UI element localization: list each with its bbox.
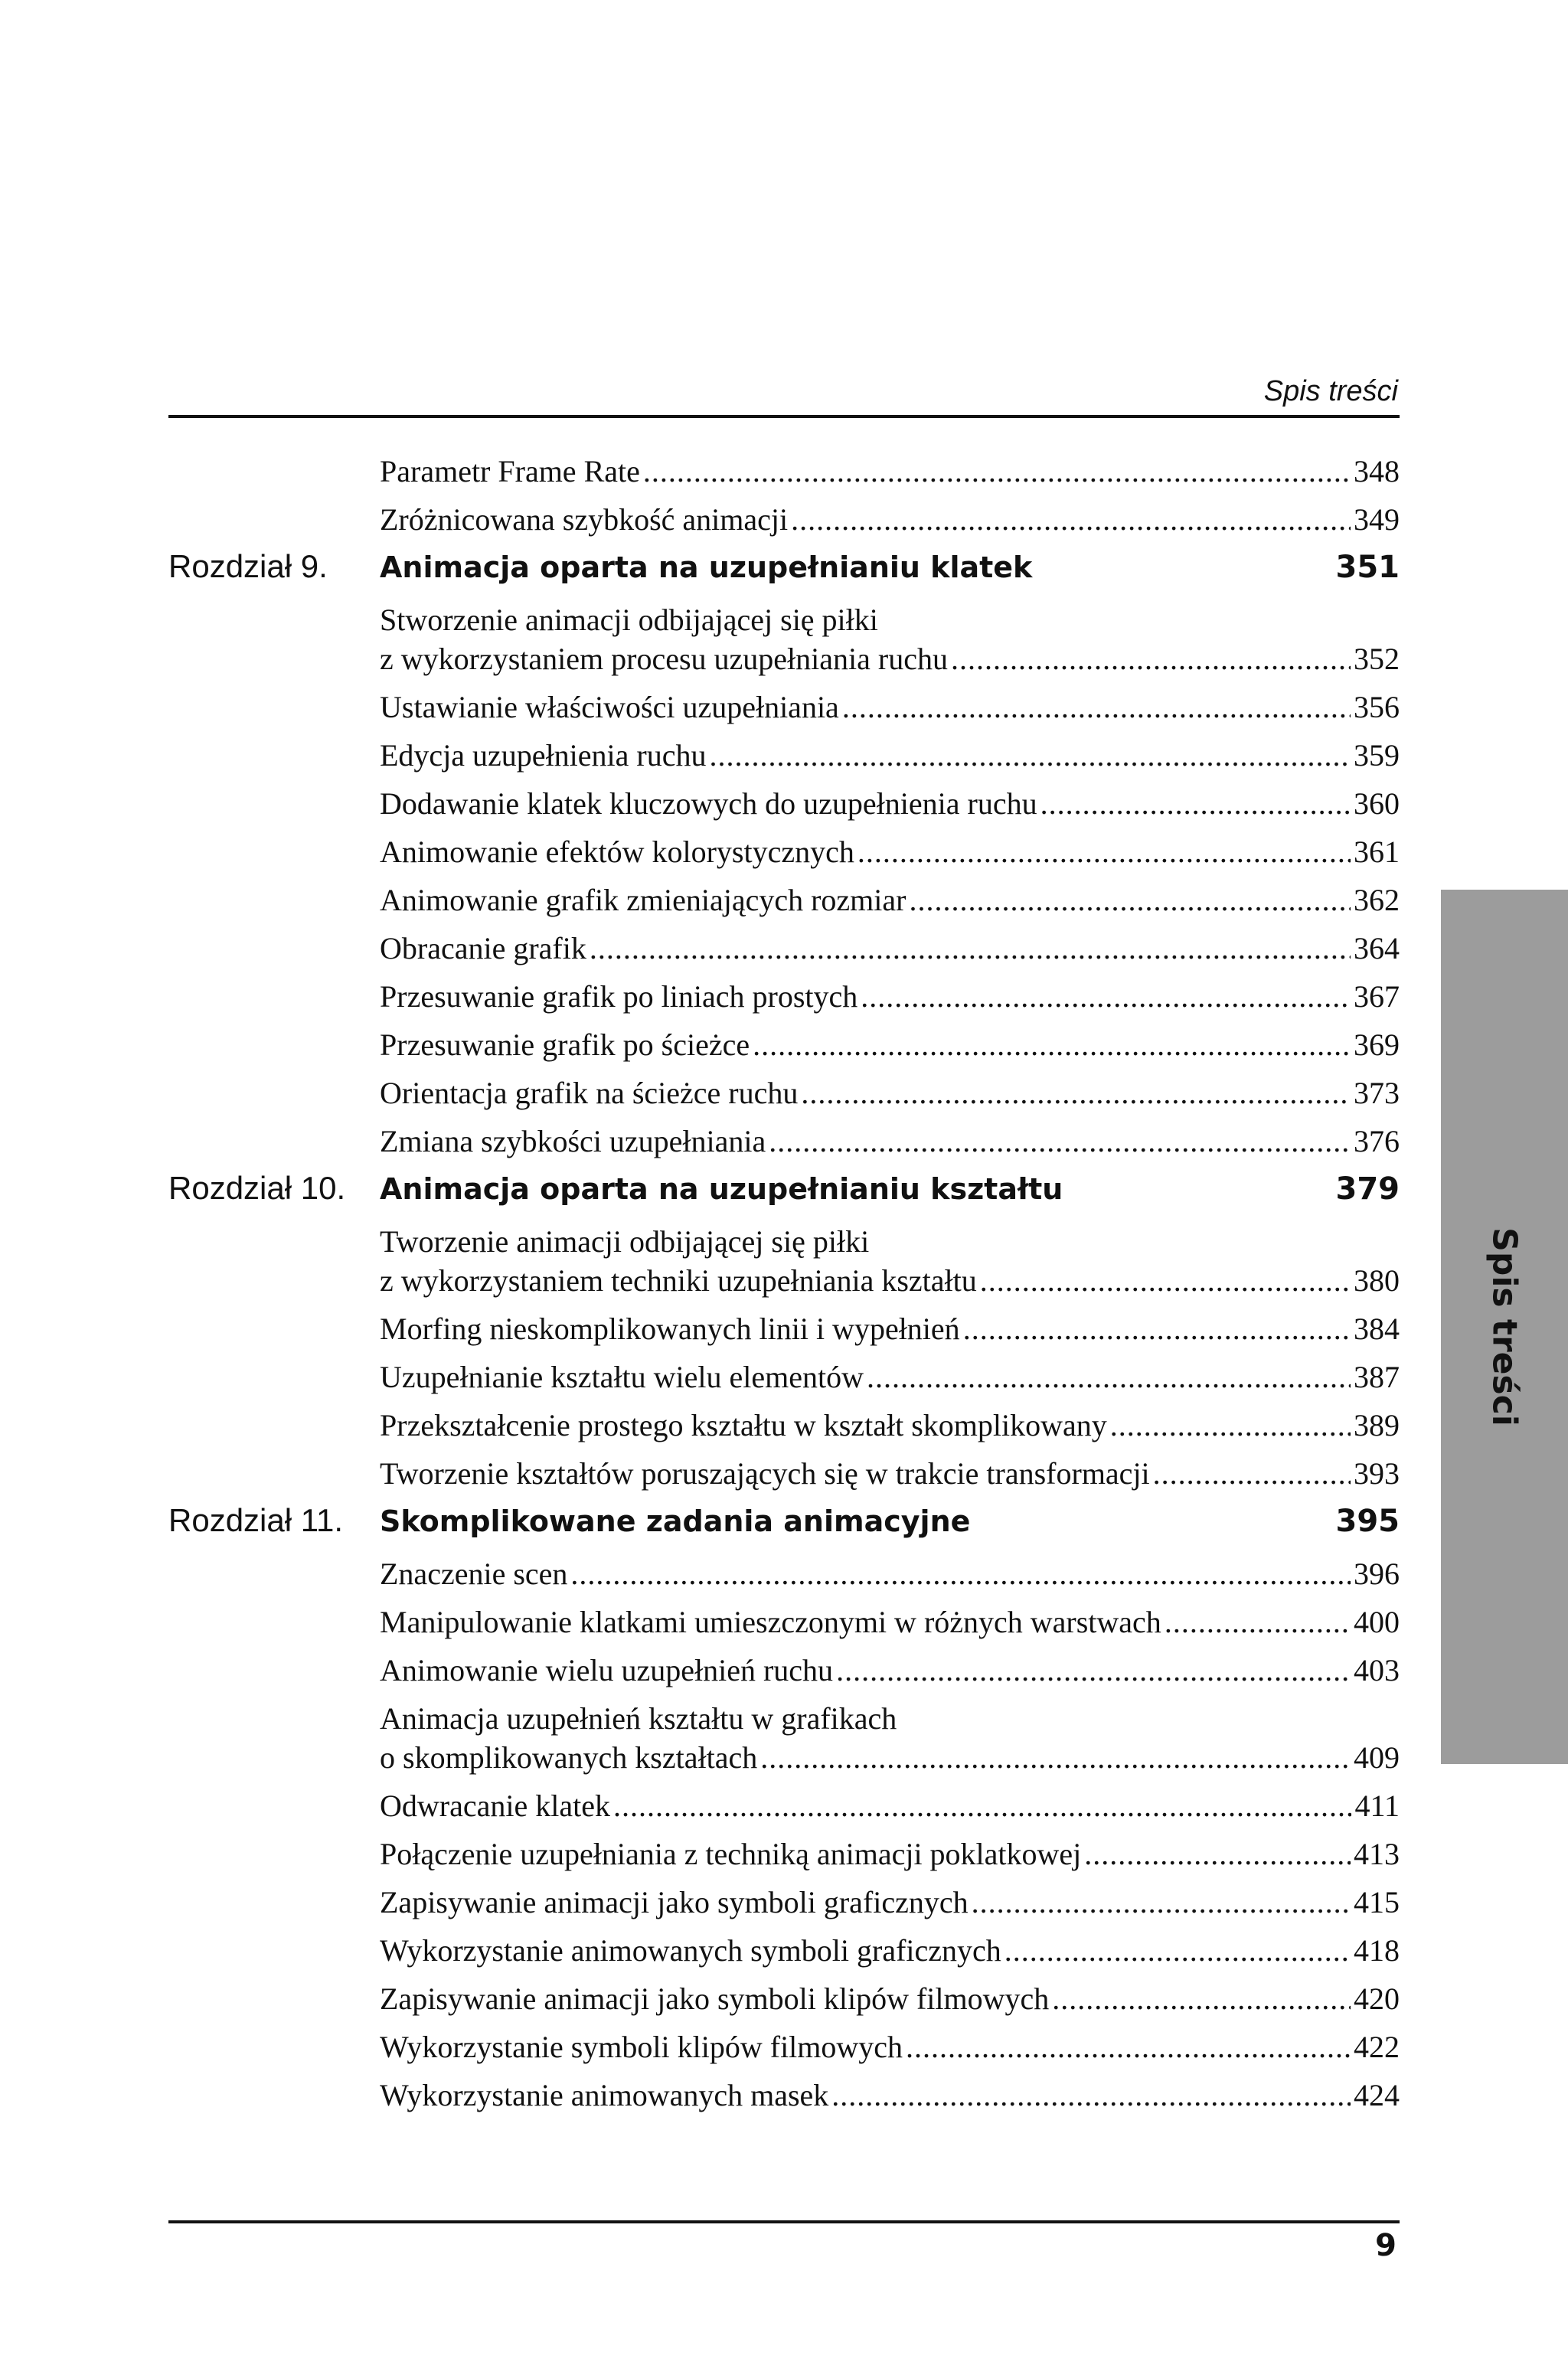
toc-entry-title: Zapisywanie animacji jako symboli graficznych <box>380 1885 969 1919</box>
side-thumb-tab <box>1441 890 1568 1764</box>
toc-entry <box>380 1834 1400 1874</box>
toc-entry-page: 409 <box>1354 1740 1400 1775</box>
toc-entry-page: 380 <box>1354 1263 1400 1298</box>
dot-leader <box>1110 1406 1351 1445</box>
toc-entry-title: Parametr Frame Rate <box>380 454 640 488</box>
toc-entry-page: 356 <box>1354 690 1400 724</box>
chapter-title: Animacja oparta na uzupełnianiu klatek <box>380 550 1033 584</box>
toc-entry-title: Tworzenie kształtów poruszających się w trakcie transformacji <box>380 1456 1150 1491</box>
chapter-page: 351 <box>1335 550 1400 585</box>
toc-entry-title: Animowanie wielu uzupełnień ruchu <box>380 1653 834 1687</box>
toc-entry <box>380 1786 1400 1825</box>
toc-entry <box>380 784 1400 823</box>
toc-entry-title: Ustawianie właściwości uzupełniania <box>380 690 839 724</box>
toc-entry <box>380 1883 1400 1922</box>
toc-entry-title: Dodawanie klatek kluczowych do uzupełnienia ruchu <box>380 786 1037 821</box>
toc-entry <box>380 880 1400 920</box>
toc-entry <box>380 1554 1400 1593</box>
toc-entry <box>380 929 1400 968</box>
dot-leader <box>963 1309 1351 1348</box>
toc-entry-page: 364 <box>1354 931 1400 965</box>
dot-leader <box>1004 1931 1351 1970</box>
toc-entry-title: Znaczenie scen <box>380 1557 568 1591</box>
toc-entry-title: Edycja uzupełnienia ruchu <box>380 738 707 773</box>
dot-leader <box>980 1261 1351 1300</box>
chapter-label: Rozdział 11. <box>168 1502 344 1538</box>
dot-leader <box>1040 784 1351 823</box>
dot-leader <box>643 452 1351 491</box>
toc-entry-page: 373 <box>1354 1076 1400 1110</box>
toc-entry-title: Zmiana szybkości uzupełniania <box>380 1124 766 1158</box>
dot-leader <box>951 639 1351 678</box>
toc-entry-page: 349 <box>1354 502 1400 537</box>
running-header: Spis treści <box>1263 375 1398 407</box>
toc-entry-page: 415 <box>1354 1885 1400 1919</box>
toc-entry <box>380 452 1400 491</box>
toc-entry-title: Odwracanie klatek <box>380 1789 610 1823</box>
dot-leader <box>1153 1454 1351 1493</box>
toc-entry-page: 413 <box>1354 1837 1400 1871</box>
toc-entry-page: 348 <box>1354 454 1400 488</box>
toc-entry-title: Wykorzystanie symboli klipów filmowych <box>380 2030 903 2064</box>
dot-leader <box>1052 1979 1351 2018</box>
dot-leader <box>613 1786 1352 1825</box>
chapter-label: Rozdział 9. <box>168 548 328 584</box>
side-tab-label: Spis treści <box>1485 1227 1524 1426</box>
chapter-heading <box>168 1502 1400 1553</box>
toc-entry-page: 387 <box>1354 1360 1400 1394</box>
toc-entry <box>380 1122 1400 1161</box>
toc-entry <box>380 1931 1400 1970</box>
toc-entry <box>380 1699 1400 1777</box>
toc-entry-page: 424 <box>1354 2078 1400 2112</box>
toc-entry-title: Manipulowanie klatkami umieszczonymi w różnych warstwach <box>380 1605 1161 1639</box>
dot-leader <box>769 1122 1351 1161</box>
header-rule <box>168 415 1400 418</box>
dot-leader <box>590 929 1351 968</box>
toc-entry-title: Przesuwanie grafik po ścieżce <box>380 1027 750 1062</box>
toc-entry-title: z wykorzystaniem procesu uzupełniania ruchu <box>380 642 948 676</box>
dot-leader <box>858 832 1351 871</box>
toc-entry <box>380 1025 1400 1064</box>
toc-entry <box>380 1222 1400 1300</box>
toc-entry-title: o skomplikowanych kształtach <box>380 1740 758 1775</box>
toc-entry-title: Zapisywanie animacji jako symboli klipów filmowych <box>380 1981 1050 2016</box>
dot-leader <box>867 1357 1351 1397</box>
toc-entry-page: 422 <box>1354 2030 1400 2064</box>
toc-entry <box>380 688 1400 727</box>
dot-leader <box>906 2027 1351 2066</box>
toc-entry-title: Wykorzystanie animowanych symboli graficznych <box>380 1933 1001 1968</box>
toc-entry <box>380 2076 1400 2115</box>
toc-entry-page: 403 <box>1354 1653 1400 1687</box>
toc-entry-page: 400 <box>1354 1605 1400 1639</box>
toc-entry <box>380 500 1400 539</box>
toc-entry-title: Przesuwanie grafik po liniach prostych <box>380 979 858 1014</box>
toc-entry-page: 393 <box>1354 1456 1400 1491</box>
dot-leader <box>831 2076 1351 2115</box>
toc-entry <box>380 1309 1400 1348</box>
dot-leader <box>972 1883 1351 1922</box>
toc-entry-title: Morfing nieskomplikowanych linii i wypełnień <box>380 1312 960 1346</box>
toc-entry-title: Obracanie grafik <box>380 931 586 965</box>
toc-entry-page: 411 <box>1354 1789 1400 1823</box>
toc-entry-title: Animowanie efektów kolorystycznych <box>380 835 854 869</box>
toc-entry-title: z wykorzystaniem techniki uzupełniania kształtu <box>380 1263 977 1298</box>
toc-entry-page: 396 <box>1354 1557 1400 1591</box>
toc-entry <box>380 736 1400 775</box>
toc-entry-page: 389 <box>1354 1408 1400 1442</box>
toc-entry-title: Przekształcenie prostego kształtu w kształt skomplikowany <box>380 1408 1107 1442</box>
page-number: 9 <box>1375 2228 1396 2263</box>
dot-leader <box>909 880 1351 920</box>
toc-entry-title: Animowanie grafik zmieniających rozmiar <box>380 883 906 917</box>
chapter-label: Rozdział 10. <box>168 1170 346 1206</box>
dot-leader <box>709 736 1351 775</box>
toc-entry-title: Połączenie uzupełniania z techniką animacji poklatkowej <box>380 1837 1082 1871</box>
toc-entry-page: 418 <box>1354 1933 1400 1968</box>
chapter-page: 379 <box>1335 1171 1400 1207</box>
dot-leader <box>861 977 1351 1016</box>
toc-entry-page: 361 <box>1354 835 1400 869</box>
toc-entry <box>380 1406 1400 1445</box>
toc-entry <box>380 2027 1400 2066</box>
toc-entry-page: 376 <box>1354 1124 1400 1158</box>
toc-entry-first-line: Tworzenie animacji odbijającej się piłki <box>380 1224 870 1259</box>
toc-entry <box>380 1651 1400 1690</box>
dot-leader <box>836 1651 1351 1690</box>
toc-entry-page: 420 <box>1354 1981 1400 2016</box>
toc-entry-first-line: Animacja uzupełnień kształtu w grafikach <box>380 1701 897 1736</box>
chapter-heading <box>168 1170 1400 1220</box>
footer-rule <box>168 2220 1400 2223</box>
toc-entry <box>380 1357 1400 1397</box>
table-of-contents <box>168 452 1400 2124</box>
toc-entry-page: 360 <box>1354 786 1400 821</box>
toc-entry-page: 369 <box>1354 1027 1400 1062</box>
dot-leader <box>1084 1834 1351 1874</box>
toc-entry-title: Orientacja grafik na ścieżce ruchu <box>380 1076 799 1110</box>
toc-entry <box>380 1602 1400 1642</box>
dot-leader <box>791 500 1351 539</box>
toc-entry-page: 367 <box>1354 979 1400 1014</box>
toc-entry <box>380 1454 1400 1493</box>
toc-entry-first-line: Stworzenie animacji odbijającej się piłki <box>380 603 878 637</box>
dot-leader <box>570 1554 1351 1593</box>
dot-leader <box>801 1073 1351 1112</box>
chapter-title: Animacja oparta na uzupełnianiu kształtu <box>380 1172 1063 1206</box>
dot-leader <box>753 1025 1351 1064</box>
toc-entry <box>380 600 1400 678</box>
chapter-title: Skomplikowane zadania animacyjne <box>380 1504 971 1538</box>
toc-entry <box>380 832 1400 871</box>
toc-entry-page: 384 <box>1354 1312 1400 1346</box>
toc-entry-page: 352 <box>1354 642 1400 676</box>
toc-entry <box>380 1979 1400 2018</box>
toc-entry <box>380 1073 1400 1112</box>
chapter-page: 395 <box>1335 1504 1400 1539</box>
toc-entry-page: 362 <box>1354 883 1400 917</box>
chapter-heading <box>168 548 1400 599</box>
dot-leader <box>760 1738 1351 1777</box>
dot-leader <box>842 688 1351 727</box>
toc-entry <box>380 977 1400 1016</box>
toc-entry-title: Wykorzystanie animowanych masek <box>380 2078 829 2112</box>
toc-entry-title: Zróżnicowana szybkość animacji <box>380 502 789 537</box>
dot-leader <box>1165 1602 1351 1642</box>
toc-entry-title: Uzupełnianie kształtu wielu elementów <box>380 1360 864 1394</box>
toc-entry-page: 359 <box>1354 738 1400 773</box>
